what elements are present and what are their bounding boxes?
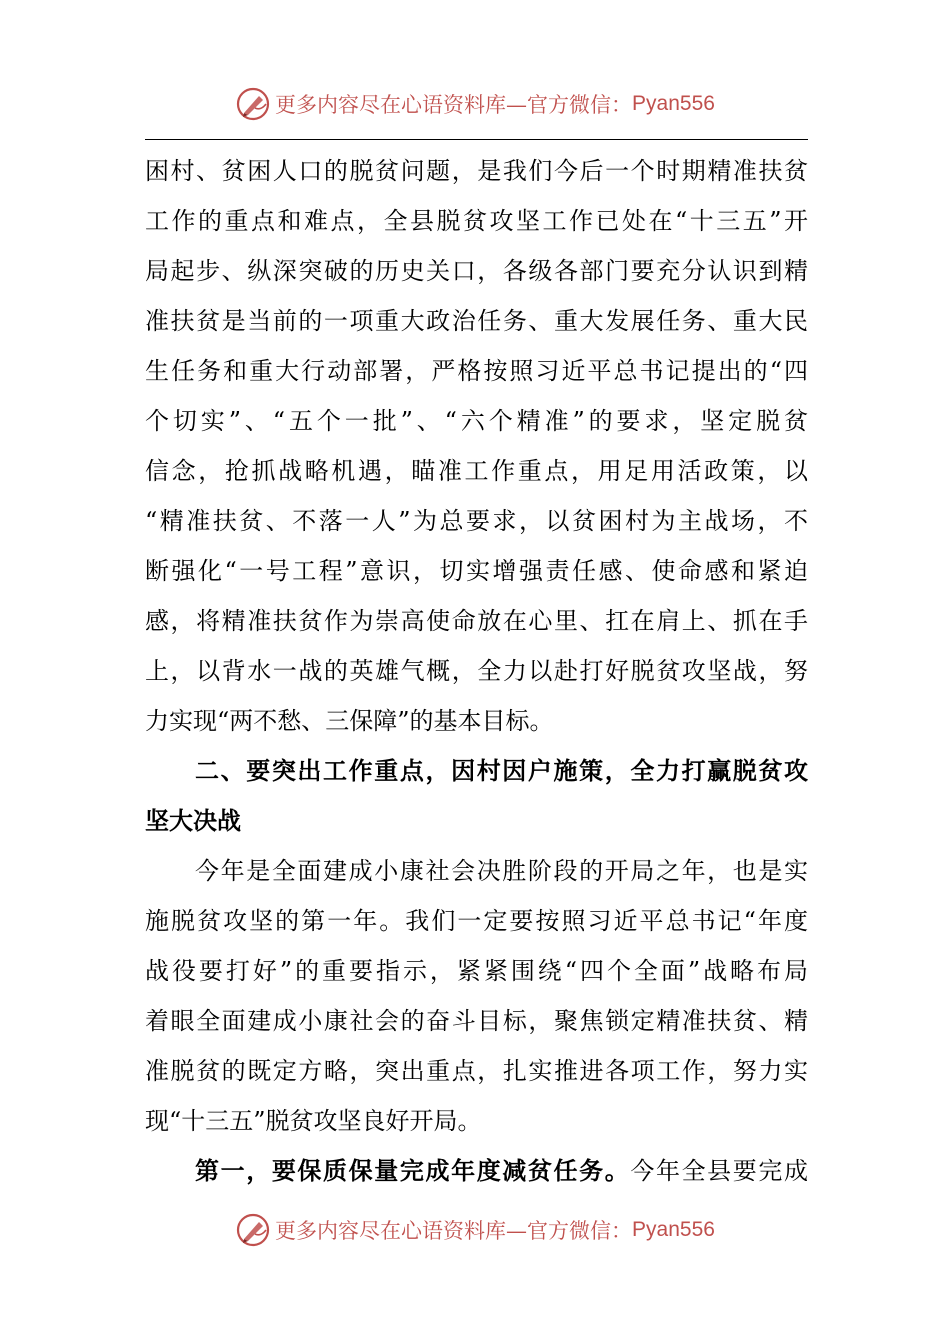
pen-logo-icon [235,1212,271,1248]
para2-line: 准脱贫的既定方略，突出重点，扎实推进各项工作，努力实 [145,1057,808,1085]
para1-line: 生任务和重大行动部署，严格按照习近平总书记提出的“四 [145,357,808,385]
para3-line [145,1146,808,1196]
para2-line: 战役要打好”的重要指示，紧紧围绕“四个全面”战略布局 [145,957,808,985]
para3-bold-lead: 第一，要保质保量完成年度减贫任务。 [195,1156,631,1185]
para1-line: 个切实”、“五个一批”、“六个精准”的要求，坚定脱贫 [145,407,808,435]
section-heading-line: 二、要突出工作重点，因村因户施策，全力打赢脱贫攻 [195,757,808,785]
header-banner-handle: Pyan556 [632,92,715,115]
para1-line: “精准扶贫、不落一人”为总要求，以贫困村为主战场，不 [145,507,808,535]
para1-line: 断强化“一号工程”意识，切实增强责任感、使命感和紧迫 [145,557,808,585]
footer-banner [0,1210,950,1250]
footer-banner-handle: Pyan556 [632,1218,715,1241]
para1-line: 工作的重点和难点，全县脱贫攻坚工作已处在“十三五”开 [145,207,808,235]
para2-line: 今年是全面建成小康社会决胜阶段的开局之年，也是实 [195,857,808,885]
pen-logo-icon [235,86,271,122]
para1-line: 信念，抢抓战略机遇，瞄准工作重点，用足用活政策，以 [145,457,808,485]
para1-line: 上，以背水一战的英雄气概，全力以赴打好脱贫攻坚战，努 [145,657,808,685]
section-heading-line: 坚大决战 [145,807,241,835]
para2-line: 现“十三五”脱贫攻坚良好开局。 [145,1107,482,1135]
para1-line: 力实现“两不愁、三保障”的基本目标。 [145,707,554,735]
header-banner-text: 更多内容尽在心语资料库—官方微信： [275,93,633,117]
para2-line: 施脱贫攻坚的第一年。我们一定要按照习近平总书记“年度 [145,907,808,935]
para1-line: 局起步、纵深突破的历史关口，各级各部门要充分认识到精 [145,257,808,285]
para2-line: 着眼全面建成小康社会的奋斗目标，聚焦锁定精准扶贫、精 [145,1007,808,1035]
para3-rest: 今年全县要完成 [630,1157,808,1185]
header-divider [145,139,808,140]
para1-line: 困村、贫困人口的脱贫问题，是我们今后一个时期精准扶贫 [145,157,808,185]
para1-line: 感，将精准扶贫作为崇高使命放在心里、扛在肩上、抓在手 [145,607,808,635]
para1-line: 准扶贫是当前的一项重大政治任务、重大发展任务、重大民 [145,307,808,335]
footer-banner-text: 更多内容尽在心语资料库—官方微信： [275,1219,633,1243]
document-body [145,146,808,1196]
header-banner [0,84,950,124]
